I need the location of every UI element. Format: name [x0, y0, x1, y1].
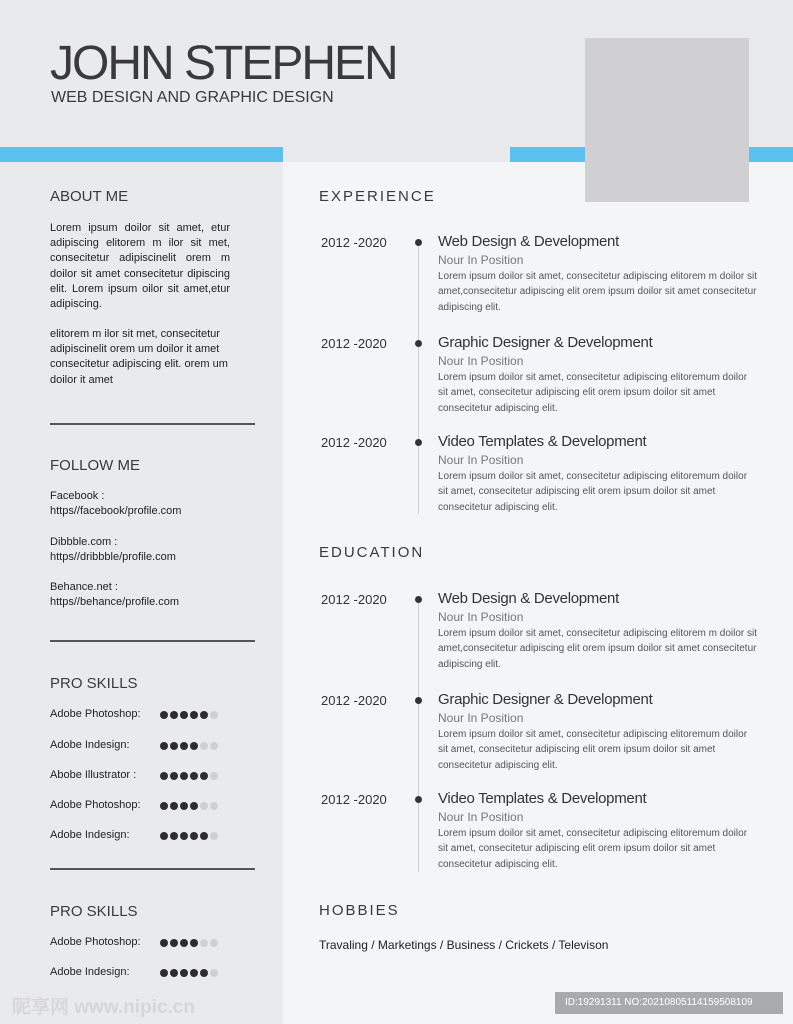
skill-row [50, 829, 250, 843]
entry-date: 2012 -2020 [321, 592, 387, 607]
entry-date: 2012 -2020 [321, 693, 387, 708]
rating-dot-filled [200, 772, 208, 780]
skill-name: Abobe Illustrator : [50, 769, 137, 781]
rating-dot-filled [160, 711, 168, 719]
rating-dot-filled [180, 742, 188, 750]
rating-dot-empty [210, 939, 218, 947]
skill-name: Adobe Photoshop: [50, 936, 141, 948]
skills-heading: PRO SKILLS [50, 675, 138, 692]
rating-dot-filled [160, 969, 168, 977]
follow-label: Behance.net : [50, 581, 118, 593]
skill-rating [160, 711, 218, 719]
entry-position: Nour In Position [438, 253, 524, 267]
skill-rating [160, 969, 218, 977]
rating-dot-empty [200, 742, 208, 750]
rating-dot-filled [170, 939, 178, 947]
rating-dot-empty [200, 802, 208, 810]
rating-dot-filled [190, 969, 198, 977]
about-heading: ABOUT ME [50, 188, 129, 205]
timeline-dot [415, 439, 422, 446]
skill-name: Adobe Photoshop: [50, 708, 141, 720]
rating-dot-filled [190, 711, 198, 719]
entry-title: Video Templates & Development [438, 433, 647, 450]
rating-dot-filled [160, 832, 168, 840]
skill-row [50, 966, 250, 980]
skill-row [50, 936, 250, 950]
rating-dot-empty [210, 772, 218, 780]
entry-position: Nour In Position [438, 610, 524, 624]
rating-dot-filled [200, 832, 208, 840]
entry-position: Nour In Position [438, 711, 524, 725]
rating-dot-filled [180, 711, 188, 719]
education-entry [319, 691, 759, 781]
watermark-id: ID:19291311 NO:20210805114159508109 [555, 992, 783, 1014]
entry-date: 2012 -2020 [321, 235, 387, 250]
rating-dot-empty [210, 802, 218, 810]
rating-dot-filled [180, 969, 188, 977]
entry-date: 2012 -2020 [321, 435, 387, 450]
rating-dot-filled [200, 969, 208, 977]
rating-dot-filled [160, 802, 168, 810]
experience-entry [319, 233, 759, 323]
sidebar-divider [50, 423, 255, 425]
entry-date: 2012 -2020 [321, 336, 387, 351]
skill-row [50, 769, 250, 783]
timeline-dot [415, 340, 422, 347]
skill-row [50, 739, 250, 753]
education-heading: EDUCATION [319, 544, 425, 561]
rating-dot-filled [160, 742, 168, 750]
skill-row [50, 708, 250, 722]
rating-dot-empty [210, 742, 218, 750]
entry-position: Nour In Position [438, 453, 524, 467]
experience-entry [319, 433, 759, 523]
education-entry [319, 790, 759, 880]
rating-dot-empty [200, 939, 208, 947]
rating-dot-filled [170, 802, 178, 810]
skill-row [50, 799, 250, 813]
entry-description: Lorem ipsum doilor sit amet, consecitetur adipiscing elitoremum doilor sit amet, consecitetur adipiscing elit orem ipsum doilor sit amet consecitetur adipiscing elit. [438, 471, 748, 513]
entry-title: Web Design & Development [438, 233, 619, 250]
entry-title: Graphic Designer & Development [438, 334, 653, 351]
follow-url[interactable]: https//behance/profile.com [50, 596, 180, 608]
skill-rating [160, 939, 218, 947]
rating-dot-filled [160, 939, 168, 947]
rating-dot-filled [190, 742, 198, 750]
entry-description: Lorem ipsum doilor sit amet, consecitetur adipiscing elitoremum doilor sit amet, consecitetur adipiscing elit orem ipsum doilor sit amet consecitetur adipiscing elit. [438, 372, 748, 414]
follow-item-dribbble[interactable] [50, 535, 176, 565]
rating-dot-filled [180, 772, 188, 780]
rating-dot-filled [180, 802, 188, 810]
skills-heading-2: PRO SKILLS [50, 903, 138, 920]
hobbies-heading: HOBBIES [319, 902, 400, 919]
candidate-subtitle: WEB DESIGN AND GRAPHIC DESIGN [51, 89, 334, 106]
timeline-dot [415, 697, 422, 704]
rating-dot-empty [210, 832, 218, 840]
entry-title: Graphic Designer & Development [438, 691, 653, 708]
sidebar-divider [50, 640, 255, 642]
rating-dot-filled [170, 969, 178, 977]
candidate-name: JOHN STEPHEN [50, 37, 397, 90]
rating-dot-empty [210, 711, 218, 719]
rating-dot-filled [190, 772, 198, 780]
hobbies-list: Travaling / Marketings / Business / Crickets / Televison [319, 938, 609, 952]
timeline-dot [415, 596, 422, 603]
sidebar-divider [50, 868, 255, 870]
education-entry [319, 590, 759, 680]
entry-description: Lorem ipsum doilor sit amet, consecitetur adipiscing elitorem m doilor sit amet,consecitetur adipiscing elit orem ipsum doilor sit amet consecitetur adipiscing elit. [438, 628, 758, 670]
rating-dot-filled [170, 832, 178, 840]
entry-description: Lorem ipsum doilor sit amet, consecitetur adipiscing elitoremum doilor sit amet, consecitetur adipiscing elit orem ipsum doilor sit amet consecitetur adipiscing elit. [438, 828, 748, 870]
entry-title: Web Design & Development [438, 590, 619, 607]
skill-name: Adobe Indesign: [50, 739, 130, 751]
rating-dot-filled [160, 772, 168, 780]
follow-url[interactable]: https//dribbble/profile.com [50, 551, 176, 563]
rating-dot-filled [190, 802, 198, 810]
entry-position: Nour In Position [438, 354, 524, 368]
skill-rating [160, 832, 218, 840]
skill-name: Adobe Photoshop: [50, 799, 141, 811]
about-paragraph-2: elitorem m ilor sit met, consecitetur adipiscinelit orem um doilor it amet consecitetur adipiscing elit. orem um doilor it amet [50, 328, 228, 386]
rating-dot-filled [170, 711, 178, 719]
follow-label: Facebook : [50, 490, 105, 502]
follow-heading: FOLLOW ME [50, 457, 141, 474]
follow-item-behance[interactable] [50, 580, 179, 610]
rating-dot-filled [180, 832, 188, 840]
skill-rating [160, 772, 218, 780]
rating-dot-empty [210, 969, 218, 977]
entry-date: 2012 -2020 [321, 792, 387, 807]
accent-bar-left [0, 147, 283, 162]
entry-description: Lorem ipsum doilor sit amet, consecitetur adipiscing elitoremum doilor sit amet, consecitetur adipiscing elit orem ipsum doilor sit amet consecitetur adipiscing elit. [438, 729, 748, 771]
follow-url[interactable]: https//facebook/profile.com [50, 505, 182, 517]
skill-name: Adobe Indesign: [50, 966, 130, 978]
rating-dot-filled [170, 742, 178, 750]
timeline-dot [415, 796, 422, 803]
rating-dot-filled [190, 939, 198, 947]
skill-name: Adobe Indesign: [50, 829, 130, 841]
rating-dot-filled [190, 832, 198, 840]
timeline-dot [415, 239, 422, 246]
rating-dot-filled [200, 711, 208, 719]
skill-rating [160, 742, 218, 750]
skill-rating [160, 802, 218, 810]
entry-title: Video Templates & Development [438, 790, 647, 807]
photo-placeholder [585, 38, 749, 202]
watermark-logo: 昵享网 www.nipic.cn [12, 997, 195, 1018]
rating-dot-filled [170, 772, 178, 780]
follow-label: Dibbble.com : [50, 536, 118, 548]
entry-position: Nour In Position [438, 810, 524, 824]
about-paragraph-1: Lorem ipsum doilor sit amet, etur adipiscing elitorem m ilor sit met, consecitetur adipiscinelit orem m doilor sit amet consecitetur dipiscing elit. Lorem ipsum oilor sit amet,etur adipiscing. [50, 222, 230, 311]
follow-item-facebook[interactable] [50, 489, 181, 519]
experience-entry [319, 334, 759, 424]
rating-dot-filled [180, 939, 188, 947]
entry-description: Lorem ipsum doilor sit amet, consecitetur adipiscing elitorem m doilor sit amet,consecitetur adipiscing elit orem ipsum doilor sit amet consecitetur adipiscing elit. [438, 271, 758, 313]
experience-heading: EXPERIENCE [319, 188, 436, 205]
